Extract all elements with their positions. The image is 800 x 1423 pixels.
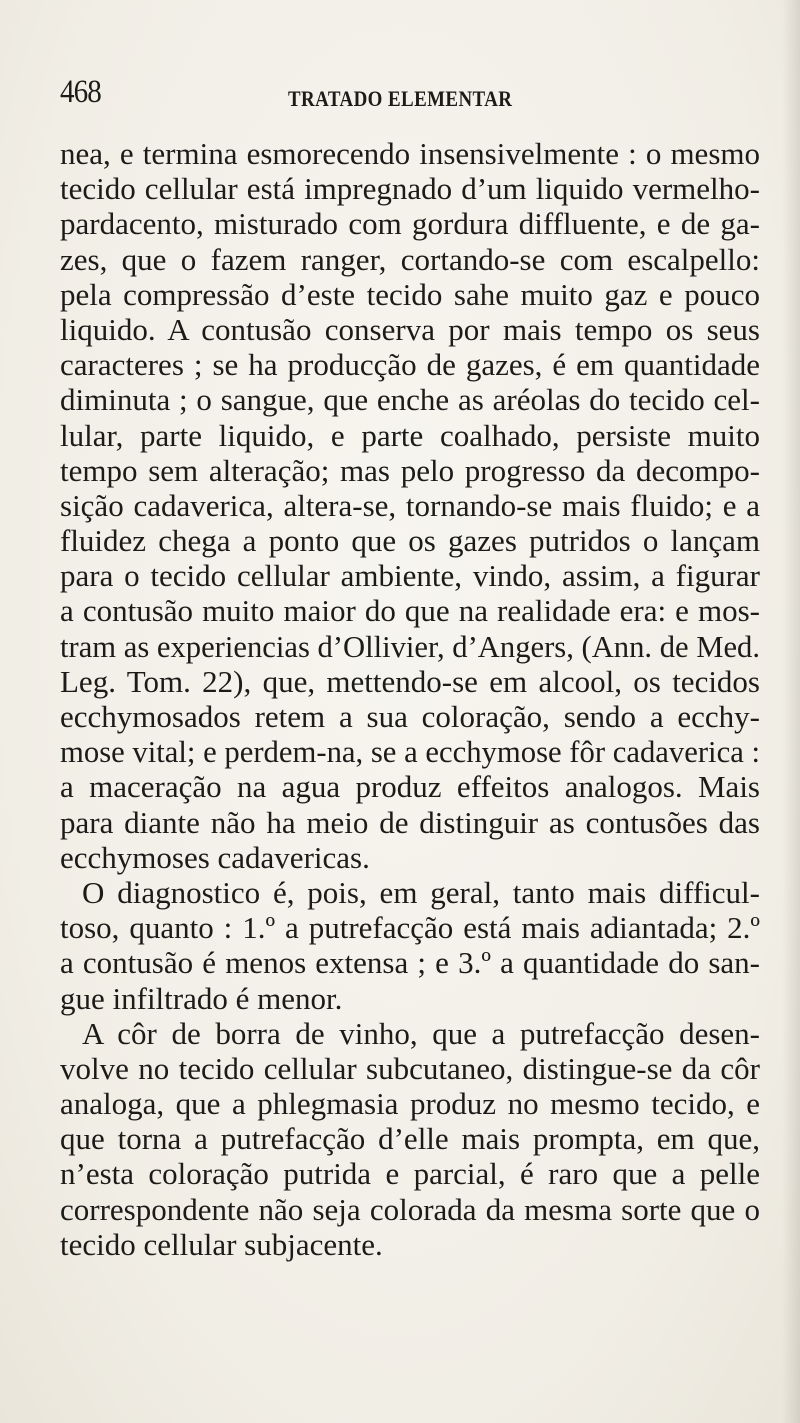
text-line: liquido. A contusão conserva por mais tempo os seus xyxy=(60,311,760,347)
text-line: para diante não ha meio de distinguir as contusões das xyxy=(60,804,760,840)
text-line: toso, quanto : 1.º a putrefacção está mais adiantada; 2.º xyxy=(60,910,760,946)
text-line: volve no tecido cellular subcutaneo, distingue-se da côr xyxy=(60,1050,760,1086)
text-line: diminuta ; o sangue, que enche as aréolas do tecido cel- xyxy=(60,382,760,418)
text-line: a contusão muito maior do que na realidade era: e mos- xyxy=(60,593,760,629)
text-line: fluidez chega a ponto que os gazes putridos o lançam xyxy=(60,523,760,559)
paragraph-start-line: A côr de borra de vinho, que a putrefacção desen- xyxy=(82,1015,760,1051)
text-line: que torna a putrefacção d’elle mais prompta, em que, xyxy=(60,1121,760,1157)
text-line: mose vital; e perdem-na, se a ecchymose fôr cadaverica : xyxy=(60,734,761,770)
paragraph-end-line: tecido cellular subjacente. xyxy=(60,1226,383,1262)
body-text xyxy=(60,136,760,1262)
text-line: a maceração na agua produz effeitos analogos. Mais xyxy=(60,769,760,805)
page-edge-shadow xyxy=(782,0,800,1423)
running-title: TRATADO ELEMENTAR xyxy=(288,86,513,111)
paragraph-end-line: ecchymoses cadavericas. xyxy=(60,839,370,875)
text-line: nea, e termina esmorecendo insensivelmente : o mesmo xyxy=(60,136,760,171)
page-header xyxy=(60,74,760,114)
page-number: 468 xyxy=(60,74,101,110)
text-line: n’esta coloração putrida e parcial, é raro que a pelle xyxy=(60,1156,760,1192)
text-line: ecchymosados retem a sua coloração, sendo a ecchy- xyxy=(60,699,760,734)
text-line: Leg. Tom. 22), que, mettendo-se em alcool, os tecidos xyxy=(60,663,760,699)
text-line: tempo sem alteração; mas pelo progresso da decompo- xyxy=(60,452,760,488)
paragraph-end-line: gue infiltrado é menor. xyxy=(60,980,343,1016)
text-line: correspondente não seja colorada da mesma sorte que o xyxy=(60,1191,760,1227)
text-line: tecido cellular está impregnado d’um liquido vermelho- xyxy=(60,171,760,207)
text-line: pardacento, misturado com gordura diffluente, e de ga- xyxy=(60,206,760,242)
text-line: a contusão é menos extensa ; e 3.º a quantidade do san- xyxy=(60,945,760,981)
text-line: pela compressão d’este tecido sahe muito gaz e pouco xyxy=(60,276,760,312)
text-line: tram as experiencias d’Ollivier, d’Angers, (Ann. de Med. xyxy=(60,628,761,664)
text-line: analoga, que a phlegmasia produz no mesmo tecido, e xyxy=(60,1086,760,1122)
text-line: caracteres ; se ha producção de gazes, é em quantidade xyxy=(60,347,760,383)
text-line: para o tecido cellular ambiente, vindo, assim, a figurar xyxy=(60,558,760,594)
text-line: sição cadaverica, altera-se, tornando-se mais fluido; e a xyxy=(60,487,760,523)
text-line: zes, que o fazem ranger, cortando-se com escalpello: xyxy=(60,241,760,277)
text-line: lular, parte liquido, e parte coalhado, persiste muito xyxy=(60,417,760,453)
paragraph-start-line: O diagnostico é, pois, em geral, tanto mais difficul- xyxy=(82,874,760,910)
